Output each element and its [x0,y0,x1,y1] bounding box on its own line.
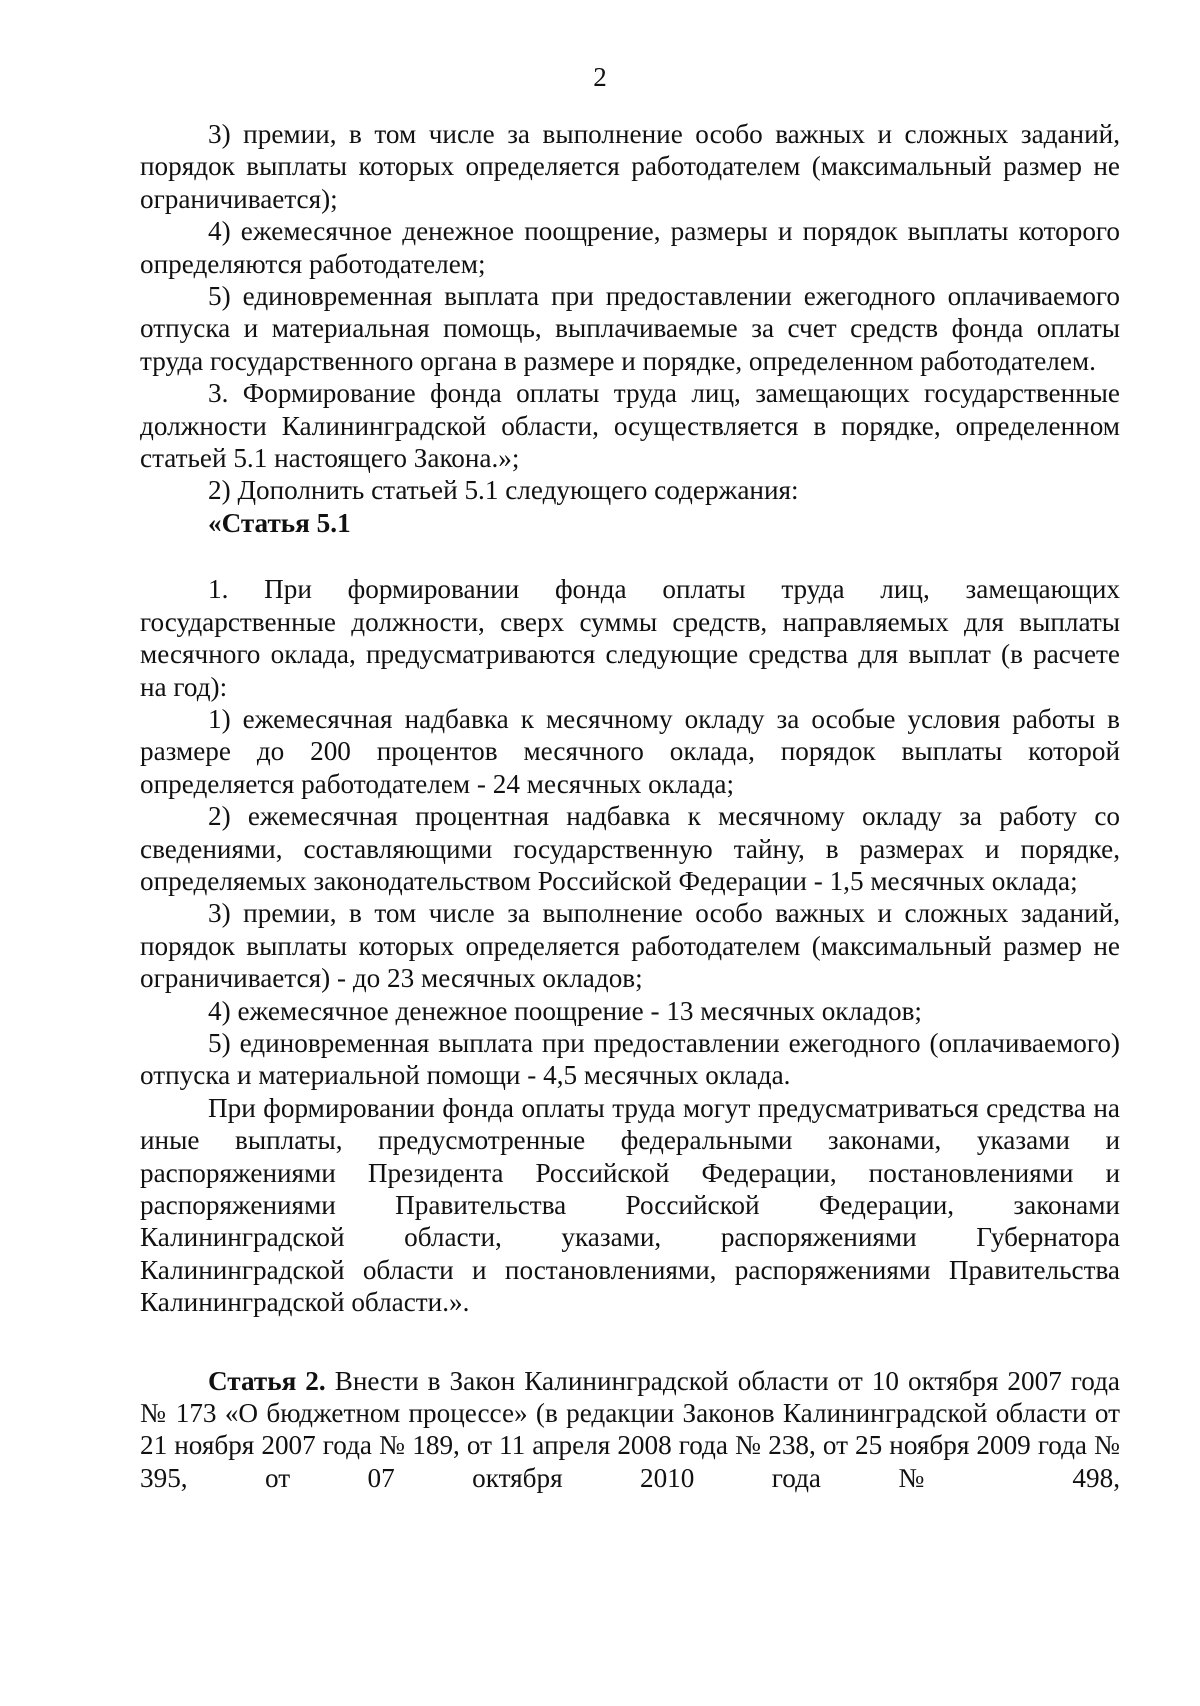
paragraph-article-2 [140,1365,1120,1495]
article-5-1-heading: «Статья 5.1 [208,507,351,538]
article-2-heading: Статья 2. [208,1365,326,1396]
paragraph-item-4-monthly-incentive: 4) ежемесячное денежное поощрение, размеры и порядок выплаты которого определяются работодателем; [140,216,1120,279]
document-body [140,118,1120,1494]
spacer [140,1319,1120,1365]
paragraph-5-1-item-2: 2) ежемесячная процентная надбавка к месячному окладу за работу со сведениями, составляющими государственную тайну, в размерах и порядке, определяемых законодательством Российской Федерации - 1,5 месячных оклада; [140,801,1120,896]
paragraph-item-3-bonuses: 3) премии, в том числе за выполнение особо важных и сложных заданий, порядок выплаты которых определяется работодателем (максимальный размер не ограничивается); [140,119,1120,214]
paragraph-5-1-item-4: 4) ежемесячное денежное поощрение - 13 месячных окладов; [208,995,922,1026]
paragraph-clause-3: 3. Формирование фонда оплаты труда лиц, замещающих государственные должности Калининградской области, осуществляется в порядке, определенном статьей 5.1 настоящего Закона.»; [140,378,1120,474]
paragraph-item-5-lump-sum: 5) единовременная выплата при предоставлении ежегодного оплачиваемого отпуска и материальная помощь, выплачиваемые за счет средств фонда оплаты труда государственного органа в размере и порядке, определенном работодателем. [140,281,1120,376]
paragraph-other-payments: При формировании фонда оплаты труда могут предусматриваться средства на иные выплаты, предусмотренные федеральными законами, указами и распоряжениями Президента Российской Федерации, постановлениями и распоряжениями Правительства Российской Федерации, законами Калининградской области, указами, распоряжениями Губернатора Калининградской области и постановлениями, распоряжениями Правительства Калининградской области.». [140,1092,1120,1318]
paragraph-5-1-item-1: 1) ежемесячная надбавка к месячному окладу за особые условия работы в размере до 200 процентов месячного оклада, порядок выплаты которой определяется работодателем - 24 месячных оклада; [140,703,1120,799]
paragraph-amendment-2: 2) Дополнить статьей 5.1 следующего содержания: [208,475,799,506]
spacer [140,539,1120,573]
article-2-text: Внести в Закон Калининградской области от 10 октября 2007 года № 173 «О бюджетном процессе» (в редакции Законов Калининградской области от 21 ноября 2007 года № 189, от 11 апреля 2008 года № 238, от 25 ноября 2009 года № 395, от 07 октября 2010 года № 498, [140,1365,1120,1493]
page-number: 2 [593,62,607,92]
paragraph-5-1-item-3: 3) премии, в том числе за выполнение особо важных и сложных заданий, порядок выплаты которых определяется работодателем (максимальный размер не ограничивается) - до 23 месячных окладов; [140,898,1120,994]
paragraph-5-1-item-5: 5) единовременная выплата при предоставлении ежегодного (оплачиваемого) отпуска и материальной помощи - 4,5 месячных оклада. [140,1027,1120,1091]
paragraph-article-5-1-clause-1: 1. При формировании фонда оплаты труда лиц, замещающих государственные должности, сверх суммы средств, направляемых для выплаты месячного оклада, предусматриваются следующие средства для выплат (в расчете на год): [140,574,1120,702]
